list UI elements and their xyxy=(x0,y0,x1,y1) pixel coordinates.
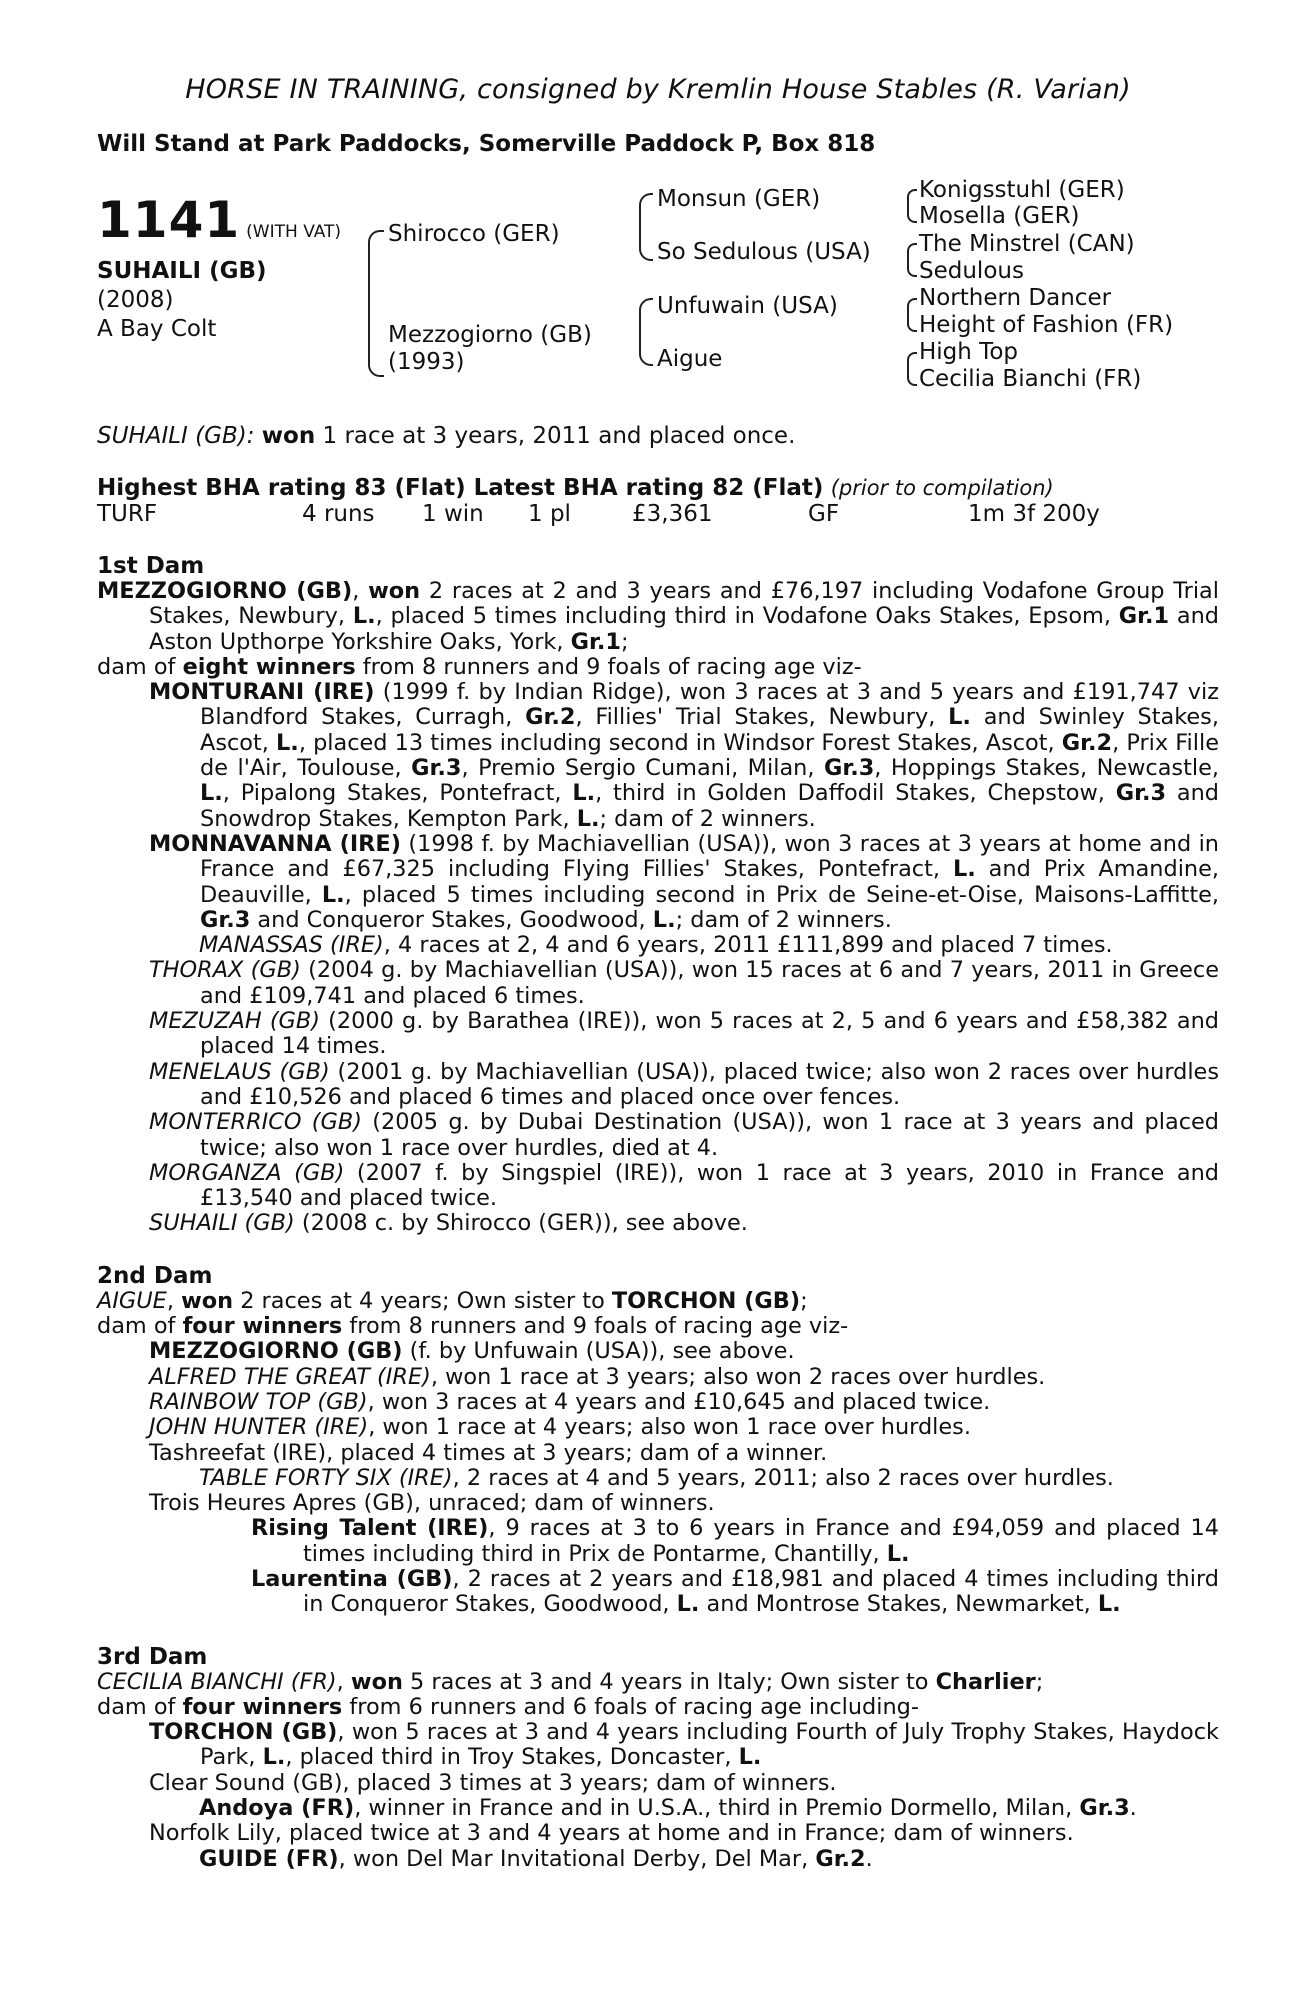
dam-granddam-dam: Cecilia Bianchi (FR) xyxy=(919,366,1142,392)
dam3-entry: dam of four winners from 6 runners and 6 foals of racing age including- xyxy=(97,1693,919,1720)
second-dam-heading: 2nd Dam xyxy=(97,1262,213,1289)
dam2-entry: TABLE FORTY SIX (IRE), 2 races at 4 and 5 years, 2011; also 2 races over hurdles. xyxy=(199,1464,1114,1491)
turf-earnings: £3,361 xyxy=(632,501,713,527)
horse-year: (2008) xyxy=(97,287,174,313)
dam2-entry: Tashreefat (IRE), placed 4 times at 3 years; dam of a winner. xyxy=(149,1439,828,1466)
second-dam-section xyxy=(97,1289,1219,1618)
dam3-entry: Norfolk Lily, placed twice at 3 and 4 years at home and in France; dam of winners. xyxy=(149,1820,1074,1847)
vat-note: (WITH VAT) xyxy=(246,222,342,242)
lot-number: 1141 xyxy=(97,191,241,249)
pedigree-block xyxy=(97,177,1219,423)
dam1-entry: SUHAILI (GB) (2008 c. by Shirocco (GER)), see above. xyxy=(149,1210,748,1237)
horse-name: SUHAILI (GB) xyxy=(97,258,267,284)
dam2-entry: AIGUE, won 2 races at 4 years; Own sister to TORCHON (GB); xyxy=(97,1287,808,1314)
dam1-entry: MENELAUS (GB) (2001 g. by Machiavellian (USA)), placed twice; also won 2 races over hurdles and £10,526 and placed 6 times and placed once over fences. xyxy=(149,1058,1219,1110)
dam3-entry: TORCHON (GB), won 5 races at 3 and 4 years including Fourth of July Trophy Stakes, Haydock Park, L., placed third in Troy Stakes, Doncaster, L. xyxy=(149,1719,1219,1771)
dam1-entry: MANASSAS (IRE), 4 races at 2, 4 and 6 years, 2011 £111,899 and placed 7 times. xyxy=(199,932,1113,959)
summary-horse: SUHAILI (GB) xyxy=(97,423,247,449)
first-dam-section xyxy=(97,579,1219,1237)
dam1-entry: MEZZOGIORNO (GB), won 2 races at 2 and 3 years and £76,197 including Vodafone Group Trial Stakes, Newbury, L., placed 5 times including third in Vodafone Oaks Stakes, Epsom, Gr.1 and Aston Upthorpe Yorkshire Oaks, York, Gr.1; xyxy=(97,578,1219,655)
dam2-entry: RAINBOW TOP (GB), won 3 races at 4 years and £10,645 and placed twice. xyxy=(149,1388,991,1415)
third-dam-section xyxy=(97,1670,1219,1872)
dam-year: (1993) xyxy=(388,349,465,375)
bracket-gen3-3 xyxy=(907,298,917,332)
dam-sire: Unfuwain (USA) xyxy=(657,293,838,319)
dam-granddam-sire: High Top xyxy=(919,339,1018,365)
horse-description: A Bay Colt xyxy=(97,316,217,342)
dam3-entry: GUIDE (FR), won Del Mar Invitational Derby, Del Mar, Gr.2. xyxy=(199,1845,873,1872)
dam1-entry: MONTURANI (IRE) (1999 f. by Indian Ridge), won 3 races at 3 and 5 years and £191,747 viz Blandford Stakes, Curragh, Gr.2, Fillies' Trial Stakes, Newbury, L. and Swinley Stakes, Ascot, L., placed 13 times including second in Windsor Forest Stakes, Ascot, Gr.2, Prix Fille de l'Air, Toulouse, Gr.3, Premio Sergio Cumani, Milan, Gr.3, Hoppings Stakes, Newcastle, L., Pipalong Stakes, Pontefract, L., third in Golden Daffodil Stakes, Chepstow, Gr.3 and Snowdrop Stakes, Kempton Park, L.; dam of 2 winners. xyxy=(149,679,1220,832)
granddam-dam: Sedulous xyxy=(919,258,1024,284)
turf-record xyxy=(97,501,1219,527)
turf-going: GF xyxy=(808,501,840,527)
dam2-entry: Rising Talent (IRE), 9 races at 3 to 6 years in France and £94,059 and placed 14 times including third in Prix de Pontarme, Chantilly, L. xyxy=(251,1515,1219,1567)
dam1-entry: dam of eight winners from 8 runners and 9 foals of racing age viz- xyxy=(97,653,862,680)
dam-dam: Aigue xyxy=(657,346,723,372)
bha-rating xyxy=(97,475,1219,501)
dam1-entry: MEZUZAH (GB) (2000 g. by Barathea (IRE)), won 5 races at 2, 5 and 6 years and £58,382 and placed 14 times. xyxy=(149,1008,1219,1060)
dam1-entry: MONNAVANNA (IRE) (1998 f. by Machiavellian (USA)), won 3 races at 3 years at home and in France and £67,325 including Flying Fillies' Stakes, Pontefract, L. and Prix Amandine, Deauville, L., placed 5 times including second in Prix de Seine-et-Oise, Maisons-Laffitte, Gr.3 and Conqueror Stakes, Goodwood, L.; dam of 2 winners. xyxy=(149,830,1219,933)
sire-sire: Monsun (GER) xyxy=(657,186,821,212)
turf-wins: 1 win xyxy=(422,501,484,527)
rating-note: (prior to compilation) xyxy=(830,476,1054,500)
rating-text: Highest BHA rating 83 (Flat) Latest BHA rating 82 (Flat) xyxy=(97,475,824,501)
bracket-gen3-4 xyxy=(907,352,917,386)
dam3-entry: Clear Sound (GB), placed 3 times at 3 years; dam of winners. xyxy=(149,1769,837,1796)
turf-distance: 1m 3f 200y xyxy=(968,501,1100,527)
third-dam-heading: 3rd Dam xyxy=(97,1643,208,1670)
dam-grandsire-dam: Height of Fashion (FR) xyxy=(919,312,1174,338)
sire: Shirocco (GER) xyxy=(388,221,560,247)
grandsire-sire: Konigsstuhl (GER) xyxy=(919,177,1125,203)
race-summary xyxy=(97,423,1219,449)
turf-runs: 4 runs xyxy=(302,501,375,527)
sire-dam: So Sedulous (USA) xyxy=(657,239,871,265)
dam: Mezzogiorno (GB) xyxy=(388,322,592,348)
dam1-entry: MONTERRICO (GB) (2005 g. by Dubai Destination (USA)), won 1 race at 3 years and placed twice; also won 1 race over hurdles, died at 4. xyxy=(149,1109,1219,1161)
turf-placed: 1 pl xyxy=(528,501,571,527)
dam2-entry: Laurentina (GB), 2 races at 2 years and £18,981 and placed 4 times including third in Conqueror Stakes, Goodwood, L. and Montrose Stakes, Newmarket, L. xyxy=(251,1565,1219,1618)
dam3-entry: Andoya (FR), winner in France and in U.S.A., third in Premio Dormello, Milan, Gr.3. xyxy=(199,1795,1137,1822)
bracket-gen3-1 xyxy=(907,189,917,223)
dam1-entry: THORAX (GB) (2004 g. by Machiavellian (USA)), won 15 races at 6 and 7 years, 2011 in Greece and £109,741 and placed 6 times. xyxy=(149,957,1219,1009)
summary-won: won xyxy=(261,423,316,449)
bracket-gen3-2 xyxy=(907,243,917,277)
bracket-gen2-sire xyxy=(639,193,653,261)
lot-number-line xyxy=(97,191,341,249)
dam3-entry: CECILIA BIANCHI (FR), won 5 races at 3 and 4 years in Italy; Own sister to Charlier; xyxy=(97,1668,1044,1695)
dam2-entry: ALFRED THE GREAT (IRE), won 1 race at 3 years; also won 2 races over hurdles. xyxy=(149,1363,1046,1390)
dam2-entry: dam of four winners from 8 runners and 9 foals of racing age viz- xyxy=(97,1313,849,1340)
dam2-entry: Trois Heures Apres (GB), unraced; dam of winners. xyxy=(149,1490,715,1517)
summary-rest: 1 race at 3 years, 2011 and placed once. xyxy=(322,423,796,449)
dam-grandsire-sire: Northern Dancer xyxy=(919,285,1112,311)
summary-colon: : xyxy=(246,423,255,449)
bracket-gen2-dam xyxy=(639,298,653,366)
dam2-entry: MEZZOGIORNO (GB) (f. by Unfuwain (USA)), see above. xyxy=(149,1338,795,1365)
granddam-sire: The Minstrel (CAN) xyxy=(919,231,1135,257)
dam2-entry: JOHN HUNTER (IRE), won 1 race at 4 years; also won 1 race over hurdles. xyxy=(149,1414,971,1441)
bracket-gen1 xyxy=(368,230,384,377)
first-dam-heading: 1st Dam xyxy=(97,553,205,579)
catalogue-page xyxy=(97,74,1219,1872)
turf-surface: TURF xyxy=(97,501,158,527)
page-title: HORSE IN TRAINING, consigned by Kremlin House Stables (R. Varian) xyxy=(185,74,1131,105)
grandsire-dam: Mosella (GER) xyxy=(919,203,1080,229)
dam1-entry: MORGANZA (GB) (2007 f. by Singspiel (IRE)), won 1 race at 3 years, 2010 in France and £13,540 and placed twice. xyxy=(149,1159,1220,1212)
stand-location: Will Stand at Park Paddocks, Somerville Paddock P, Box 818 xyxy=(97,131,876,157)
